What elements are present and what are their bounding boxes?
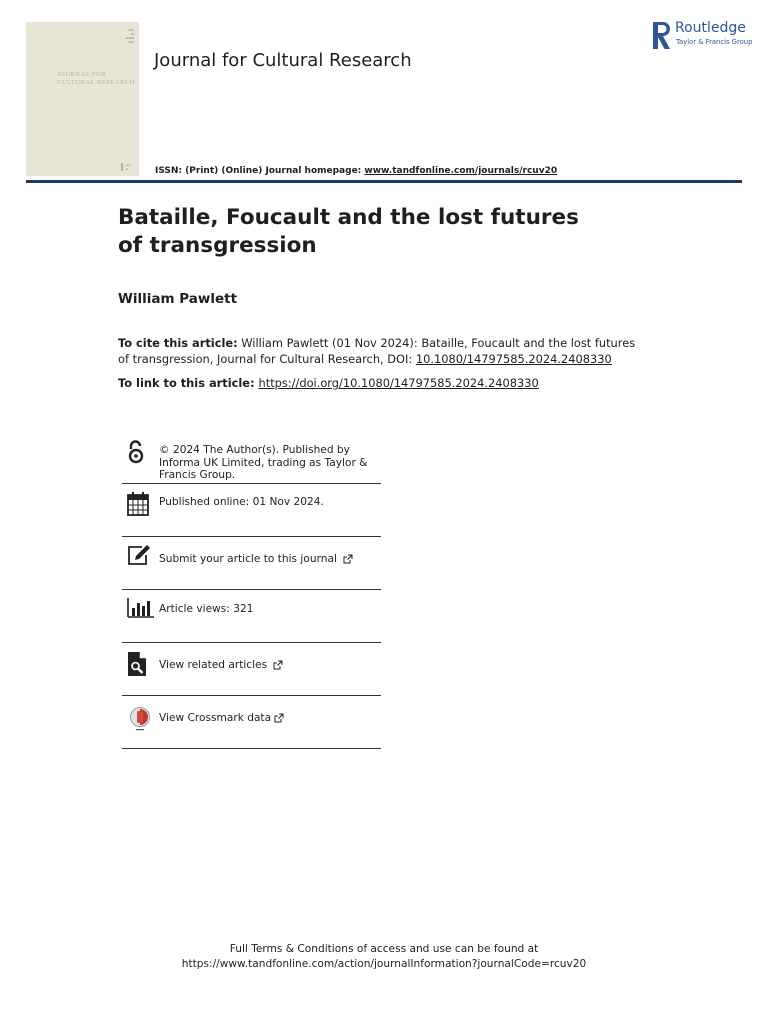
routledge-r-icon: [653, 22, 671, 49]
cover-volume-info: ▬▬ ▬ ▬▬▬ ▬▬: [125, 28, 134, 44]
external-link-icon: [273, 660, 283, 670]
footer-line1: Full Terms & Conditions of access and use can be found at: [229, 943, 539, 955]
license-text: © 2024 The Author(s). Published by Informa UK Limited, trading as Taylor & Francis Group.: [159, 444, 368, 481]
cite-doi-link[interactable]: 10.1080/14797585.2024.2408330: [415, 351, 612, 366]
article-views-text: Article views: 321: [159, 603, 254, 615]
submit-article-label: Submit your article to this journal: [159, 553, 337, 565]
cover-title-line1: JOURNAL FOR: [57, 71, 107, 78]
crossmark-icon: [127, 706, 153, 732]
crossmark-item[interactable]: [122, 696, 381, 749]
open-access-item: [122, 436, 381, 484]
related-articles-item[interactable]: [122, 643, 381, 696]
cite-label: To cite this article:: [118, 336, 238, 350]
routledge-logo[interactable]: [653, 20, 753, 49]
cover-title: [57, 71, 135, 87]
external-link-icon: [274, 713, 284, 723]
crossmark-label: View Crossmark data: [159, 712, 272, 724]
issn-text: ISSN: (Print) (Online) Journal homepage:: [155, 166, 365, 176]
calendar-icon: [127, 492, 149, 516]
publisher-subtitle: Taylor & Francis Group: [676, 38, 753, 46]
citation-block: [118, 336, 648, 367]
journal-cover-image: [26, 22, 139, 176]
external-link-icon: [343, 554, 353, 564]
bar-chart-icon: [127, 598, 154, 618]
article-info-list: [122, 436, 381, 749]
link-label: To link to this article:: [118, 376, 259, 390]
cover-title-line2: CULTURAL RESEARCH: [57, 79, 135, 86]
terms-footer: [0, 942, 768, 972]
article-doi-link[interactable]: https://doi.org/10.1080/14797585.2024.2408330: [258, 376, 539, 390]
open-access-icon: [127, 440, 145, 464]
header-divider: [26, 180, 742, 183]
article-author: William Pawlett: [118, 291, 238, 307]
edit-icon: [127, 544, 151, 566]
related-articles-label: View related articles: [159, 659, 268, 671]
journal-homepage-link[interactable]: www.tandfonline.com/journals/rcuv20: [364, 166, 558, 176]
issn-line: [155, 166, 557, 176]
related-articles-link[interactable]: [159, 659, 283, 672]
document-search-icon: [127, 651, 147, 677]
footer-terms-link[interactable]: https://www.tandfonline.com/action/journalInformation?journalCode=rcuv20: [181, 958, 587, 970]
published-item: [122, 484, 381, 537]
submit-article-item[interactable]: [122, 537, 381, 590]
cover-publisher-logo: ▬▬ ▬: [121, 163, 131, 171]
article-views-item: [122, 590, 381, 643]
published-date-text: Published online: 01 Nov 2024.: [159, 496, 324, 508]
submit-article-link[interactable]: [159, 553, 353, 566]
article-title: Bataille, Foucault and the lost futures of transgression: [118, 205, 579, 258]
publisher-name: Routledge: [675, 20, 746, 36]
journal-title: Journal for Cultural Research: [154, 50, 412, 71]
article-link-block: [118, 376, 539, 390]
crossmark-link[interactable]: [159, 712, 284, 725]
cite-text: William Pawlett (01 Nov 2024): Bataille, Foucault and the lost futures of transgression, Journal for Cultural Research, DOI:: [118, 336, 636, 366]
